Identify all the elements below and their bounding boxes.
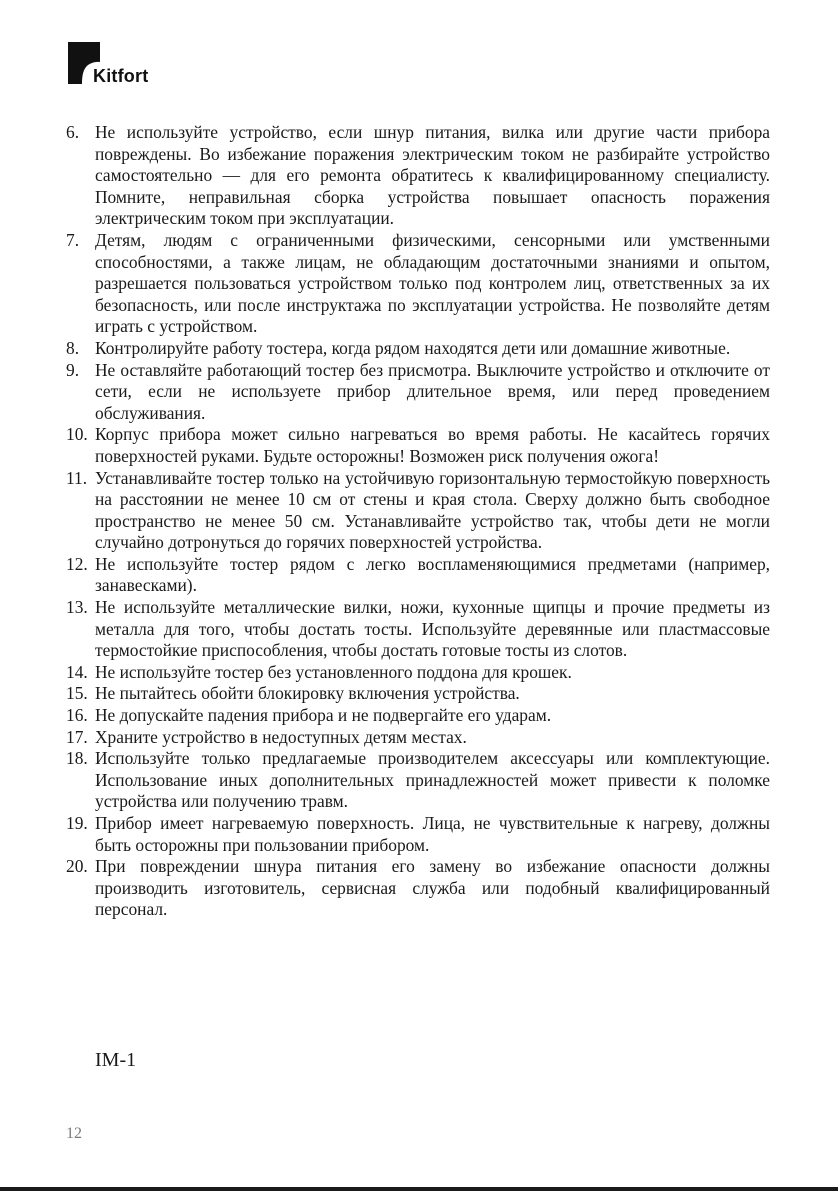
item-number: 7. — [66, 229, 80, 250]
item-text: Не используйте тостер без установленного поддона для крошек. — [95, 661, 572, 682]
item-number: 19. — [66, 813, 88, 833]
item-text: Детям, людям с ограниченными физическими, сенсорными или умственными способностями, а также лицам, не обладающим достаточными знаниями и опытом, разрешается пользоваться устройством только под контролем лиц, ответственных за их безопасность, или после инструктажа по эксплуатации устройства. Не позволяйте детям играть с устройством. — [95, 229, 770, 337]
item-number: 18. — [66, 748, 88, 769]
item-number: 17. — [66, 726, 88, 747]
safety-instructions-list — [66, 122, 770, 921]
item-text: Используйте только предлагаемые производителем аксессуары или комплектующие. Использование иных дополнительных принадлежностей может привести к поломке устройства или получению травм. — [95, 748, 770, 812]
list-item — [66, 748, 770, 813]
list-item — [66, 705, 770, 727]
item-text: Не допускайте падения прибора и не подвергайте его ударам. — [95, 705, 552, 726]
item-number: 16. — [66, 705, 88, 726]
item-text: Не оставляйте работающий тостер без присмотра. Выключите устройство и отключите от сети, если не используете прибор длительное время, или перед проведением обслуживания. — [95, 359, 770, 423]
item-number: 12. — [66, 553, 88, 574]
item-number: 9. — [66, 359, 80, 380]
item-text: Не пытайтесь обойти блокировку включения устройства. — [95, 683, 520, 704]
model-code: IM-1 — [95, 1049, 137, 1071]
item-number: 6. — [66, 122, 80, 142]
list-item — [66, 360, 770, 425]
list-item — [66, 424, 770, 467]
list-item — [66, 122, 770, 230]
item-text: Храните устройство в недоступных детям местах. — [95, 726, 467, 747]
item-number: 15. — [66, 683, 88, 704]
item-number: 8. — [66, 337, 80, 358]
item-text: Прибор имеет нагреваемую поверхность. Лица, не чувствительные к нагреву, должны быть осторожны при пользовании прибором. — [95, 813, 770, 855]
list-item — [66, 338, 770, 360]
list-item — [66, 856, 770, 921]
list-item — [66, 662, 770, 684]
item-number: 10. — [66, 424, 88, 445]
list-item — [66, 813, 770, 856]
brand-name: Kitfort — [93, 66, 149, 86]
list-item — [66, 468, 770, 554]
list-item — [66, 554, 770, 597]
list-item — [66, 683, 770, 705]
bottom-divider — [0, 1187, 838, 1191]
item-text: Не используйте устройство, если шнур питания, вилка или другие части прибора повреждены. Во избежание поражения электрическим током не разбирайте устройство самостоятельно — для его ремонта обратитесь к квалифицированному специалисту. Помните, неправильная сборка устройства повышает опасность поражения электрическим током при эксплуатации. — [95, 122, 770, 229]
list-item — [66, 597, 770, 662]
item-text: Корпус прибора может сильно нагреваться во время работы. Не касайтесь горячих поверхностей руками. Будьте осторожны! Возможен риск получения ожога! — [95, 424, 770, 466]
list-item — [66, 727, 770, 749]
item-number: 13. — [66, 597, 88, 618]
page-number: 12 — [66, 1125, 82, 1142]
item-text: При повреждении шнура питания его замену во избежание опасности должны производить изготовитель, сервисная служба или подобный квалифицированный персонал. — [95, 856, 770, 920]
item-text: Не используйте металлические вилки, ножи, кухонные щипцы и прочие предметы из металла для того, чтобы достать тосты. Используйте деревянные или пластмассовые термостойкие приспособления, чтобы достать готовые тосты из слотов. — [95, 597, 770, 661]
item-text: Устанавливайте тостер только на устойчивую горизонтальную термостойкую поверхность на расстоянии не менее 10 см от стены и края стола. Сверху должно быть свободное пространство не менее 50 см. Устанавливайте устройство так, чтобы дети не могли случайно дотронуться до горячих поверхностей устройства. — [95, 467, 770, 553]
item-text: Контролируйте работу тостера, когда рядом находятся дети или домашние животные. — [95, 337, 731, 358]
item-text: Не используйте тостер рядом с легко воспламеняющимися предметами (например, занавесками). — [95, 553, 770, 596]
list-item — [66, 230, 770, 338]
item-number: 14. — [66, 661, 88, 682]
item-number: 11. — [66, 467, 88, 488]
item-number: 20. — [66, 856, 88, 877]
kitfort-logo — [66, 40, 186, 90]
